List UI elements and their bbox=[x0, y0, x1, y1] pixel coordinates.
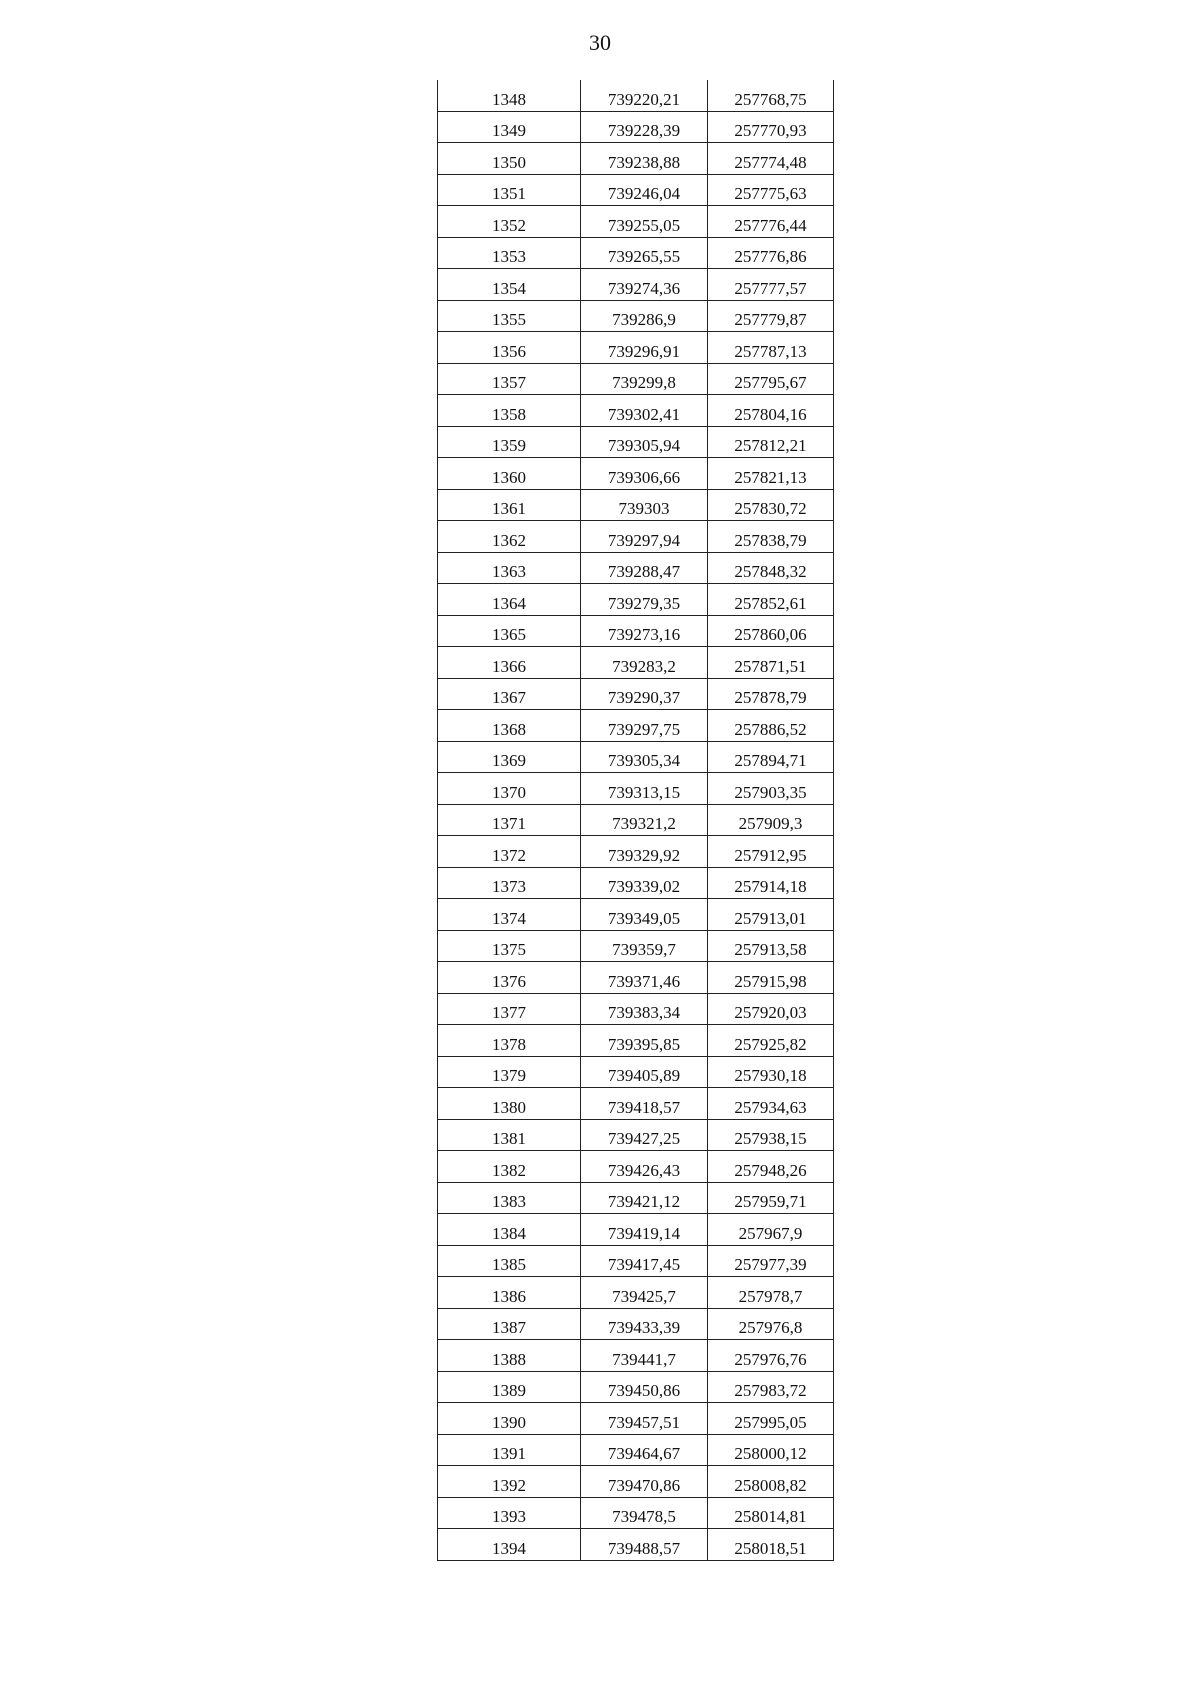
point-number-cell: 1386 bbox=[438, 1277, 581, 1309]
table-row bbox=[438, 993, 834, 1025]
y-coordinate-cell: 257977,39 bbox=[708, 1245, 834, 1277]
y-coordinate-cell: 257983,72 bbox=[708, 1371, 834, 1403]
point-number-cell: 1361 bbox=[438, 489, 581, 521]
x-coordinate-cell: 739417,45 bbox=[581, 1245, 708, 1277]
x-coordinate-cell: 739255,05 bbox=[581, 206, 708, 238]
x-coordinate-cell: 739383,34 bbox=[581, 993, 708, 1025]
y-coordinate-cell: 257795,67 bbox=[708, 363, 834, 395]
x-coordinate-cell: 739418,57 bbox=[581, 1088, 708, 1120]
x-coordinate-cell: 739220,21 bbox=[581, 80, 708, 111]
point-number-cell: 1393 bbox=[438, 1497, 581, 1529]
point-number-cell: 1376 bbox=[438, 962, 581, 994]
table-row bbox=[438, 143, 834, 175]
y-coordinate-cell: 257776,44 bbox=[708, 206, 834, 238]
coordinates-table-body bbox=[438, 80, 834, 1560]
x-coordinate-cell: 739297,94 bbox=[581, 521, 708, 553]
table-row bbox=[438, 395, 834, 427]
x-coordinate-cell: 739279,35 bbox=[581, 584, 708, 616]
table-row bbox=[438, 1466, 834, 1498]
table-row bbox=[438, 489, 834, 521]
x-coordinate-cell: 739349,05 bbox=[581, 899, 708, 931]
point-number-cell: 1378 bbox=[438, 1025, 581, 1057]
x-coordinate-cell: 739419,14 bbox=[581, 1214, 708, 1246]
x-coordinate-cell: 739464,67 bbox=[581, 1434, 708, 1466]
point-number-cell: 1371 bbox=[438, 804, 581, 836]
point-number-cell: 1352 bbox=[438, 206, 581, 238]
x-coordinate-cell: 739488,57 bbox=[581, 1529, 708, 1561]
x-coordinate-cell: 739433,39 bbox=[581, 1308, 708, 1340]
table-row bbox=[438, 1151, 834, 1183]
x-coordinate-cell: 739395,85 bbox=[581, 1025, 708, 1057]
x-coordinate-cell: 739305,34 bbox=[581, 741, 708, 773]
table-row bbox=[438, 363, 834, 395]
point-number-cell: 1379 bbox=[438, 1056, 581, 1088]
y-coordinate-cell: 257775,63 bbox=[708, 174, 834, 206]
table-row bbox=[438, 584, 834, 616]
x-coordinate-cell: 739470,86 bbox=[581, 1466, 708, 1498]
table-row bbox=[438, 80, 834, 111]
x-coordinate-cell: 739425,7 bbox=[581, 1277, 708, 1309]
y-coordinate-cell: 257860,06 bbox=[708, 615, 834, 647]
point-number-cell: 1381 bbox=[438, 1119, 581, 1151]
table-row bbox=[438, 1277, 834, 1309]
point-number-cell: 1372 bbox=[438, 836, 581, 868]
point-number-cell: 1365 bbox=[438, 615, 581, 647]
y-coordinate-cell: 257812,21 bbox=[708, 426, 834, 458]
point-number-cell: 1358 bbox=[438, 395, 581, 427]
table-row bbox=[438, 1434, 834, 1466]
y-coordinate-cell: 257913,58 bbox=[708, 930, 834, 962]
table-row bbox=[438, 1529, 834, 1561]
y-coordinate-cell: 257920,03 bbox=[708, 993, 834, 1025]
table-row bbox=[438, 1497, 834, 1529]
table-row bbox=[438, 867, 834, 899]
y-coordinate-cell: 257871,51 bbox=[708, 647, 834, 679]
y-coordinate-cell: 257768,75 bbox=[708, 80, 834, 111]
table-row bbox=[438, 1245, 834, 1277]
y-coordinate-cell: 257912,95 bbox=[708, 836, 834, 868]
x-coordinate-cell: 739371,46 bbox=[581, 962, 708, 994]
y-coordinate-cell: 257930,18 bbox=[708, 1056, 834, 1088]
point-number-cell: 1363 bbox=[438, 552, 581, 584]
point-number-cell: 1394 bbox=[438, 1529, 581, 1561]
table-row bbox=[438, 206, 834, 238]
y-coordinate-cell: 257774,48 bbox=[708, 143, 834, 175]
table-row bbox=[438, 1403, 834, 1435]
y-coordinate-cell: 257787,13 bbox=[708, 332, 834, 364]
x-coordinate-cell: 739299,8 bbox=[581, 363, 708, 395]
point-number-cell: 1382 bbox=[438, 1151, 581, 1183]
point-number-cell: 1369 bbox=[438, 741, 581, 773]
y-coordinate-cell: 257894,71 bbox=[708, 741, 834, 773]
x-coordinate-cell: 739303 bbox=[581, 489, 708, 521]
x-coordinate-cell: 739313,15 bbox=[581, 773, 708, 805]
x-coordinate-cell: 739238,88 bbox=[581, 143, 708, 175]
y-coordinate-cell: 257978,7 bbox=[708, 1277, 834, 1309]
x-coordinate-cell: 739359,7 bbox=[581, 930, 708, 962]
x-coordinate-cell: 739478,5 bbox=[581, 1497, 708, 1529]
x-coordinate-cell: 739228,39 bbox=[581, 111, 708, 143]
x-coordinate-cell: 739305,94 bbox=[581, 426, 708, 458]
point-number-cell: 1350 bbox=[438, 143, 581, 175]
y-coordinate-cell: 257967,9 bbox=[708, 1214, 834, 1246]
x-coordinate-cell: 739273,16 bbox=[581, 615, 708, 647]
table-row bbox=[438, 710, 834, 742]
table-row bbox=[438, 1340, 834, 1372]
point-number-cell: 1357 bbox=[438, 363, 581, 395]
y-coordinate-cell: 258018,51 bbox=[708, 1529, 834, 1561]
x-coordinate-cell: 739441,7 bbox=[581, 1340, 708, 1372]
x-coordinate-cell: 739246,04 bbox=[581, 174, 708, 206]
point-number-cell: 1349 bbox=[438, 111, 581, 143]
y-coordinate-cell: 257938,15 bbox=[708, 1119, 834, 1151]
table-row bbox=[438, 1025, 834, 1057]
x-coordinate-cell: 739306,66 bbox=[581, 458, 708, 490]
point-number-cell: 1380 bbox=[438, 1088, 581, 1120]
y-coordinate-cell: 257830,72 bbox=[708, 489, 834, 521]
y-coordinate-cell: 257886,52 bbox=[708, 710, 834, 742]
point-number-cell: 1351 bbox=[438, 174, 581, 206]
table-row bbox=[438, 647, 834, 679]
table-row bbox=[438, 962, 834, 994]
x-coordinate-cell: 739302,41 bbox=[581, 395, 708, 427]
table-row bbox=[438, 237, 834, 269]
point-number-cell: 1385 bbox=[438, 1245, 581, 1277]
table-row bbox=[438, 269, 834, 301]
y-coordinate-cell: 257976,76 bbox=[708, 1340, 834, 1372]
table-row bbox=[438, 899, 834, 931]
x-coordinate-cell: 739274,36 bbox=[581, 269, 708, 301]
table-row bbox=[438, 426, 834, 458]
table-row bbox=[438, 741, 834, 773]
table-row bbox=[438, 804, 834, 836]
x-coordinate-cell: 739457,51 bbox=[581, 1403, 708, 1435]
table-row bbox=[438, 174, 834, 206]
point-number-cell: 1373 bbox=[438, 867, 581, 899]
table-row bbox=[438, 521, 834, 553]
y-coordinate-cell: 257959,71 bbox=[708, 1182, 834, 1214]
y-coordinate-cell: 257914,18 bbox=[708, 867, 834, 899]
point-number-cell: 1392 bbox=[438, 1466, 581, 1498]
x-coordinate-cell: 739329,92 bbox=[581, 836, 708, 868]
table-row bbox=[438, 1371, 834, 1403]
y-coordinate-cell: 257777,57 bbox=[708, 269, 834, 301]
point-number-cell: 1391 bbox=[438, 1434, 581, 1466]
point-number-cell: 1387 bbox=[438, 1308, 581, 1340]
y-coordinate-cell: 257776,86 bbox=[708, 237, 834, 269]
point-number-cell: 1383 bbox=[438, 1182, 581, 1214]
y-coordinate-cell: 257848,32 bbox=[708, 552, 834, 584]
x-coordinate-cell: 739288,47 bbox=[581, 552, 708, 584]
x-coordinate-cell: 739339,02 bbox=[581, 867, 708, 899]
table-row bbox=[438, 773, 834, 805]
y-coordinate-cell: 257770,93 bbox=[708, 111, 834, 143]
x-coordinate-cell: 739297,75 bbox=[581, 710, 708, 742]
table-row bbox=[438, 1056, 834, 1088]
table-row bbox=[438, 930, 834, 962]
point-number-cell: 1355 bbox=[438, 300, 581, 332]
table-row bbox=[438, 300, 834, 332]
page-number: 30 bbox=[589, 30, 611, 55]
x-coordinate-cell: 739426,43 bbox=[581, 1151, 708, 1183]
y-coordinate-cell: 257852,61 bbox=[708, 584, 834, 616]
point-number-cell: 1375 bbox=[438, 930, 581, 962]
table-row bbox=[438, 1088, 834, 1120]
y-coordinate-cell: 257779,87 bbox=[708, 300, 834, 332]
point-number-cell: 1354 bbox=[438, 269, 581, 301]
coordinates-table bbox=[437, 80, 834, 1561]
x-coordinate-cell: 739405,89 bbox=[581, 1056, 708, 1088]
y-coordinate-cell: 257838,79 bbox=[708, 521, 834, 553]
table-row bbox=[438, 1308, 834, 1340]
point-number-cell: 1388 bbox=[438, 1340, 581, 1372]
point-number-cell: 1390 bbox=[438, 1403, 581, 1435]
point-number-cell: 1368 bbox=[438, 710, 581, 742]
point-number-cell: 1359 bbox=[438, 426, 581, 458]
x-coordinate-cell: 739321,2 bbox=[581, 804, 708, 836]
point-number-cell: 1367 bbox=[438, 678, 581, 710]
x-coordinate-cell: 739450,86 bbox=[581, 1371, 708, 1403]
y-coordinate-cell: 257878,79 bbox=[708, 678, 834, 710]
point-number-cell: 1384 bbox=[438, 1214, 581, 1246]
y-coordinate-cell: 258014,81 bbox=[708, 1497, 834, 1529]
table-row bbox=[438, 111, 834, 143]
y-coordinate-cell: 257915,98 bbox=[708, 962, 834, 994]
x-coordinate-cell: 739296,91 bbox=[581, 332, 708, 364]
y-coordinate-cell: 257925,82 bbox=[708, 1025, 834, 1057]
table-row bbox=[438, 1214, 834, 1246]
y-coordinate-cell: 258000,12 bbox=[708, 1434, 834, 1466]
point-number-cell: 1353 bbox=[438, 237, 581, 269]
x-coordinate-cell: 739265,55 bbox=[581, 237, 708, 269]
y-coordinate-cell: 257909,3 bbox=[708, 804, 834, 836]
table-row bbox=[438, 678, 834, 710]
y-coordinate-cell: 257903,35 bbox=[708, 773, 834, 805]
table-row bbox=[438, 1182, 834, 1214]
y-coordinate-cell: 257913,01 bbox=[708, 899, 834, 931]
table-row bbox=[438, 1119, 834, 1151]
point-number-cell: 1360 bbox=[438, 458, 581, 490]
point-number-cell: 1348 bbox=[438, 80, 581, 111]
y-coordinate-cell: 258008,82 bbox=[708, 1466, 834, 1498]
point-number-cell: 1377 bbox=[438, 993, 581, 1025]
table-row bbox=[438, 836, 834, 868]
point-number-cell: 1374 bbox=[438, 899, 581, 931]
y-coordinate-cell: 257995,05 bbox=[708, 1403, 834, 1435]
x-coordinate-cell: 739283,2 bbox=[581, 647, 708, 679]
table-row bbox=[438, 332, 834, 364]
table-row bbox=[438, 552, 834, 584]
x-coordinate-cell: 739421,12 bbox=[581, 1182, 708, 1214]
y-coordinate-cell: 257934,63 bbox=[708, 1088, 834, 1120]
table-row bbox=[438, 615, 834, 647]
point-number-cell: 1370 bbox=[438, 773, 581, 805]
point-number-cell: 1389 bbox=[438, 1371, 581, 1403]
point-number-cell: 1362 bbox=[438, 521, 581, 553]
y-coordinate-cell: 257821,13 bbox=[708, 458, 834, 490]
table-row bbox=[438, 458, 834, 490]
x-coordinate-cell: 739290,37 bbox=[581, 678, 708, 710]
point-number-cell: 1366 bbox=[438, 647, 581, 679]
point-number-cell: 1364 bbox=[438, 584, 581, 616]
y-coordinate-cell: 257948,26 bbox=[708, 1151, 834, 1183]
y-coordinate-cell: 257804,16 bbox=[708, 395, 834, 427]
x-coordinate-cell: 739427,25 bbox=[581, 1119, 708, 1151]
y-coordinate-cell: 257976,8 bbox=[708, 1308, 834, 1340]
point-number-cell: 1356 bbox=[438, 332, 581, 364]
x-coordinate-cell: 739286,9 bbox=[581, 300, 708, 332]
